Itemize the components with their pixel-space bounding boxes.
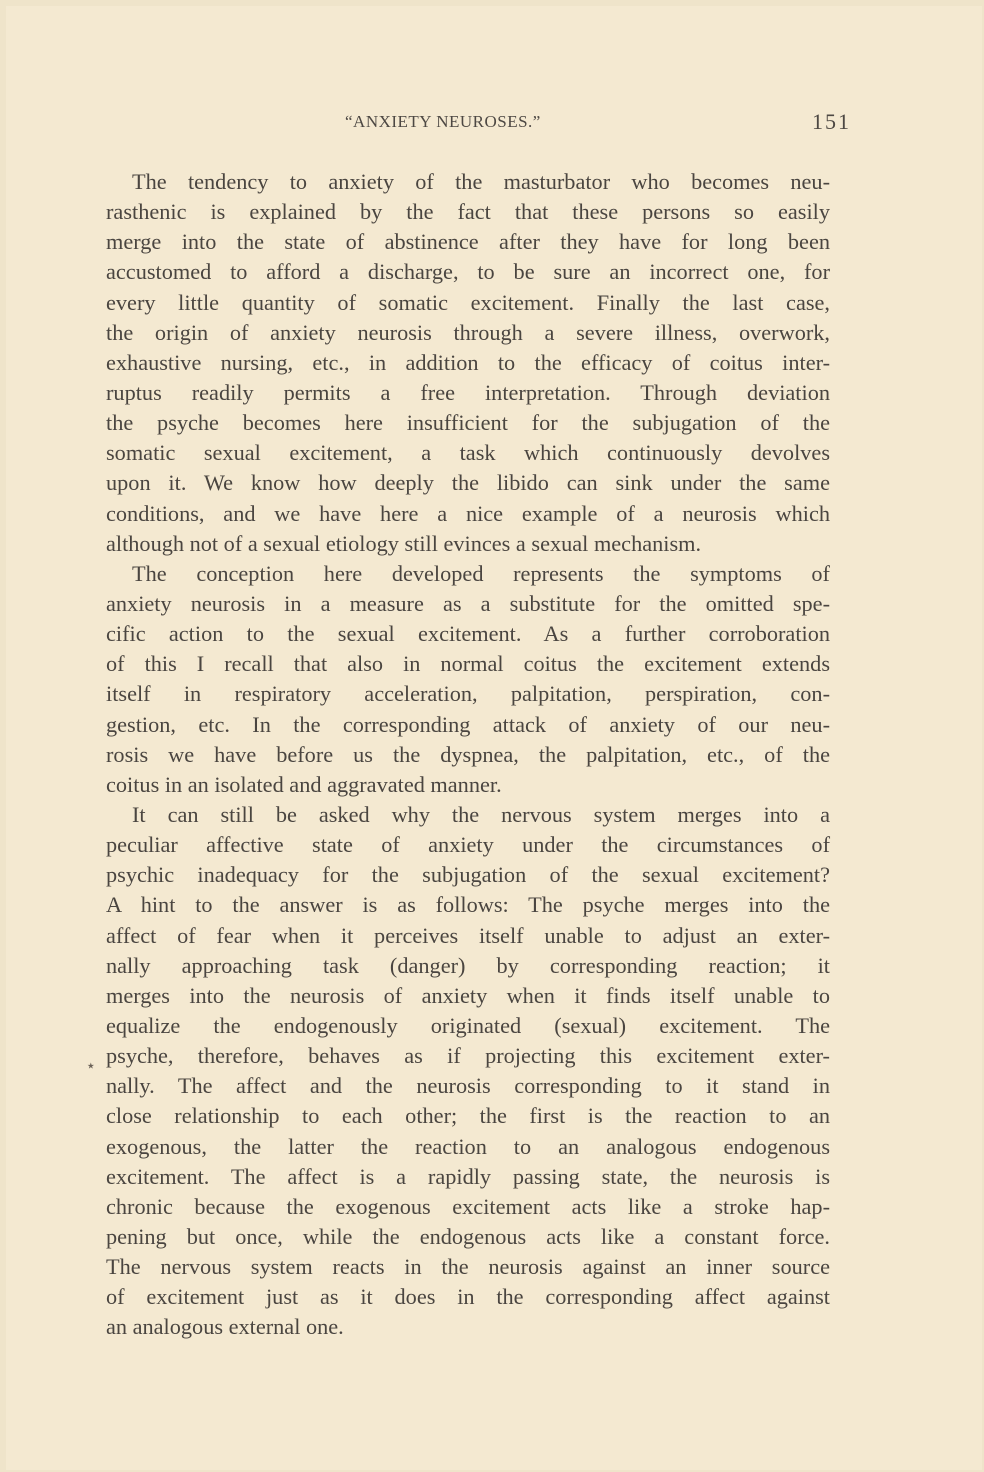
text-line: peculiar affective state of anxiety under the circumstances of (106, 832, 830, 858)
text-line: of this I recall that also in normal coitus the excitement extends (106, 651, 830, 677)
margin-mark: ٭ (87, 1059, 95, 1074)
text-line: conditions, and we have here a nice example of a neurosis which (106, 500, 830, 526)
text-line: excitement. The affect is a rapidly passing state, the neurosis is (106, 1163, 830, 1189)
paragraph (106, 800, 830, 1343)
text-line: exhaustive nursing, etc., in addition to the efficacy of coitus inter- (106, 349, 830, 375)
text-line: every little quantity of somatic excitement. Finally the last case, (106, 289, 830, 315)
text-line: itself in respiratory acceleration, palpitation, perspiration, con- (106, 681, 830, 707)
text-line: ruptus readily permits a free interpretation. Through deviation (106, 379, 830, 405)
text-line: cific action to the sexual excitement. As a further corroboration (106, 621, 830, 647)
text-line: rasthenic is explained by the fact that these persons so easily (106, 199, 830, 225)
running-head (0, 109, 984, 142)
text-line: coitus in an isolated and aggravated manner. (106, 771, 502, 797)
paragraph (106, 559, 830, 800)
text-line: chronic because the exogenous excitement acts like a stroke hap- (106, 1193, 830, 1219)
text-line: merge into the state of abstinence after they have for long been (106, 229, 830, 255)
text-line: of excitement just as it does in the corresponding affect against (106, 1284, 830, 1310)
text-line: although not of a sexual etiology still evinces a sexual mechanism. (106, 530, 702, 556)
text-line: the origin of anxiety neurosis through a severe illness, overwork, (106, 319, 830, 345)
text-line: an analogous external one. (106, 1314, 344, 1340)
text-line: accustomed to afford a discharge, to be sure an incorrect one, for (106, 259, 830, 285)
text-line: The nervous system reacts in the neurosis against an inner source (106, 1254, 830, 1280)
body-text (106, 167, 830, 1342)
text-line: close relationship to each other; the first is the reaction to an (106, 1103, 830, 1129)
page-number: 151 (812, 109, 851, 134)
text-line: nally approaching task (danger) by corresponding reaction; it (106, 952, 830, 978)
text-line: The tendency to anxiety of the masturbator who becomes neu- (132, 169, 830, 194)
text-line: merges into the neurosis of anxiety when it finds itself unable to (106, 982, 830, 1008)
text-line: equalize the endogenously originated (sexual) excitement. The (106, 1012, 830, 1038)
running-title: “ANXIETY NEUROSES.” (345, 112, 541, 131)
text-line: exogenous, the latter the reaction to an analogous endogenous (106, 1133, 830, 1159)
text-line: anxiety neurosis in a measure as a substitute for the omitted spe- (106, 590, 830, 616)
text-line: rosis we have before us the dyspnea, the palpitation, etc., of the (106, 741, 830, 767)
paragraph (106, 167, 830, 559)
text-line: psychic inadequacy for the subjugation of the sexual excitement? (106, 862, 830, 888)
text-line: A hint to the answer is as follows: The psyche merges into the (106, 892, 830, 918)
text-line: It can still be asked why the nervous system merges into a (132, 801, 830, 827)
text-line: nally. The affect and the neurosis corresponding to it stand in (106, 1073, 830, 1099)
text-line: upon it. We know how deeply the libido can sink under the same (106, 470, 830, 496)
text-line: somatic sexual excitement, a task which continuously devolves (106, 440, 830, 466)
text-line: The conception here developed represents the symptoms of (132, 560, 830, 586)
text-line: gestion, etc. In the corresponding attack of anxiety of our neu- (106, 711, 830, 737)
text-line: pening but once, while the endogenous acts like a constant force. (106, 1223, 830, 1249)
text-line: affect of fear when it perceives itself unable to adjust an exter- (106, 922, 830, 948)
text-line: psyche, therefore, behaves as if projecting this excitement exter- (106, 1043, 830, 1069)
text-line: the psyche becomes here insufficient for the subjugation of the (106, 410, 830, 436)
